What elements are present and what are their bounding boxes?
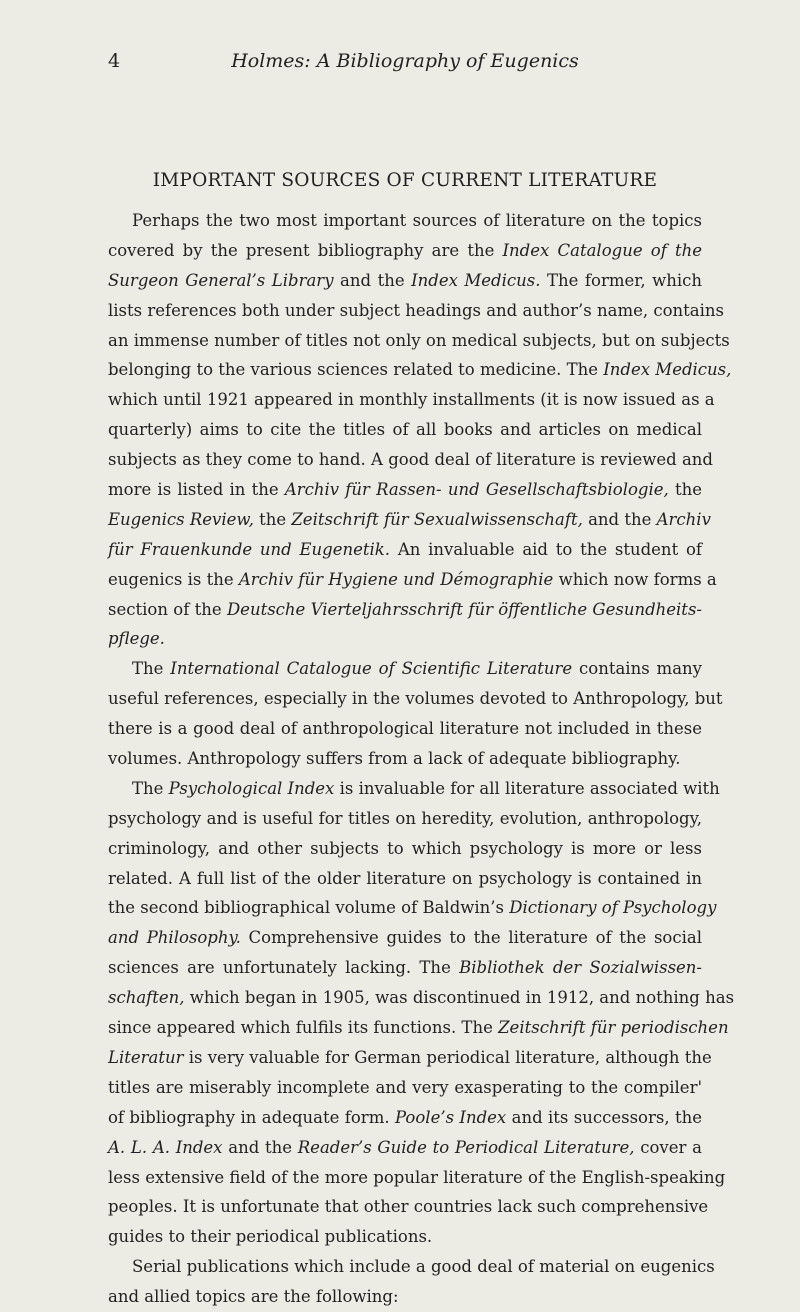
body-text-span: covered by the present bibliography are the (108, 240, 503, 260)
text-line (108, 983, 735, 1013)
body-text-span: sciences are unfortunately lacking. The (108, 958, 460, 978)
italic-title-text: Surgeon General’s Library (108, 270, 334, 290)
body-text-span: and the (333, 270, 412, 290)
italic-title-text: für Frauenkunde und Eugenetik. (108, 539, 391, 559)
body-text-span: useful references, especially in the volumes devoted to Anthropology, but (108, 689, 723, 709)
body-text (108, 206, 735, 1312)
body-text-span: eugenics is the (108, 569, 239, 589)
body-text-span: the second bibliographical volume of Baldwin’s (108, 898, 510, 918)
body-text-span: is very valuable for German periodical literature, although the (183, 1047, 712, 1067)
text-line (108, 624, 702, 654)
running-title: Holmes: A Bibliography of Eugenics (231, 50, 579, 72)
text-line (108, 1013, 729, 1043)
italic-title-text: Zeitschrift für periodischen (498, 1018, 729, 1038)
text-line (108, 326, 730, 356)
italic-title-text: schaften, (108, 988, 185, 1008)
text-line (108, 1043, 712, 1073)
italic-title-text: Psychological Index (168, 778, 335, 798)
body-text-span: there is a good deal of anthropological literature not included in these (108, 719, 702, 739)
text-line (108, 385, 715, 415)
body-text-span: section of the (108, 599, 227, 619)
italic-title-text: A. L. A. Index (108, 1137, 223, 1157)
running-head (108, 50, 702, 80)
body-text-span: belonging to the various sciences related to medicine. The (108, 360, 604, 380)
text-line (108, 475, 702, 505)
text-line (108, 893, 717, 923)
italic-title-text: Archiv für Rassen- und Gesellschaftsbiologie, (284, 480, 669, 500)
italic-title-text: Dictionary of Psychology (509, 898, 717, 918)
body-text-span: an immense number of titles not only on medical subjects, but on subjects (108, 330, 730, 350)
text-line (108, 804, 702, 834)
body-text-span: and allied topics are the following: (108, 1287, 399, 1307)
body-text-span: and its successors, the (506, 1107, 703, 1127)
body-text-span: An invaluable aid to the student of (390, 539, 703, 559)
text-line (108, 834, 702, 864)
text-line (108, 923, 702, 953)
text-line (108, 565, 717, 595)
body-text-span: Perhaps the two most important sources of literature on the topics (132, 211, 702, 230)
italic-title-text: Literatur (108, 1047, 184, 1067)
text-line (108, 236, 702, 266)
text-line (108, 774, 720, 804)
body-text-span: Serial publications which include a good deal of material on eugenics (132, 1257, 715, 1277)
text-line (108, 355, 732, 385)
text-line (108, 1103, 702, 1133)
italic-title-text: Index Medicus, (603, 360, 732, 380)
body-text-span: criminology, and other subjects to which psychology is more or less (108, 838, 702, 858)
italic-title-text: Eugenics Review, (108, 509, 254, 529)
body-text-span: The (132, 659, 171, 679)
text-line (108, 714, 702, 744)
italic-title-text: Archiv (656, 509, 711, 529)
page-number: 4 (108, 50, 121, 72)
body-text-span: lists references both under subject headings and author’s name, contains (108, 300, 724, 320)
body-text-span: is invaluable for all literature associated with (334, 778, 720, 798)
italic-title-text: Index Medicus. (411, 270, 541, 290)
italic-title-text: Poole’s Index (394, 1107, 507, 1127)
text-line (108, 505, 711, 535)
italic-title-text: Deutsche Vierteljahrsschrift für öffentliche Gesundheits- (226, 599, 702, 619)
body-text-span: guides to their periodical publications. (108, 1227, 433, 1247)
text-line (108, 445, 713, 475)
text-line (108, 953, 702, 983)
italic-title-text: Reader’s Guide to Periodical Literature, (297, 1137, 635, 1157)
body-text-span: less extensive field of the more popular literature of the English-speaking (108, 1167, 726, 1187)
body-text-span: The former, which (540, 270, 702, 290)
text-line (108, 1192, 709, 1222)
text-line (108, 1222, 702, 1252)
italic-title-text: Archiv für Hygiene und Démographie (238, 569, 554, 589)
text-line (108, 1073, 702, 1103)
text-line (108, 744, 702, 774)
text-line (108, 1133, 702, 1163)
body-text-span: the (668, 480, 702, 500)
italic-title-text: and Philosophy. (108, 928, 241, 948)
body-text-span: related. A full list of the older literature on psychology is contained in (108, 868, 702, 888)
body-text-span: and the (222, 1137, 298, 1157)
body-text-span: Comprehensive guides to the literature of the social (240, 928, 702, 948)
text-line (108, 296, 724, 326)
body-text-span: the (253, 509, 292, 529)
body-text-span: peoples. It is unfortunate that other countries lack such comprehensive (108, 1197, 709, 1217)
body-text-span: volumes. Anthropology suffers from a lack of adequate bibliography. (108, 749, 681, 769)
text-line (108, 864, 702, 894)
text-line (108, 684, 723, 714)
body-text-span: titles are miserably incomplete and very exasperating to the compiler' (108, 1077, 702, 1097)
body-text-span: which began in 1905, was discontinued in 1912, and nothing has (184, 988, 735, 1008)
italic-title-text: Bibliothek der Sozialwissen- (459, 958, 703, 978)
italic-title-text: Zeitschrift für Sexualwissenschaft, (291, 509, 583, 529)
body-text-span: of bibliography in adequate form. (108, 1107, 395, 1127)
body-text-span: contains many (572, 659, 702, 679)
text-line (108, 1252, 715, 1282)
italic-title-text: pflege. (108, 629, 165, 649)
text-line (108, 595, 702, 625)
section-heading: IMPORTANT SOURCES OF CURRENT LITERATURE (152, 170, 658, 191)
text-line (108, 266, 702, 296)
body-text-span: which now forms a (553, 569, 717, 589)
italic-title-text: International Catalogue of Scientific Literature (170, 659, 573, 679)
body-text-span: The (132, 778, 169, 798)
body-text-span: subjects as they come to hand. A good deal of literature is reviewed and (108, 450, 713, 470)
text-line (108, 206, 702, 236)
text-line (108, 535, 702, 565)
text-line (108, 415, 702, 445)
body-text-span: which until 1921 appeared in monthly installments (it is now issued as a (108, 390, 715, 410)
text-line (108, 1163, 726, 1193)
body-text-span: more is listed in the (108, 480, 285, 500)
body-text-span: since appeared which fulfils its functions. The (108, 1018, 499, 1038)
body-text-span: and the (582, 509, 657, 529)
body-text-span: cover a (634, 1137, 702, 1157)
italic-title-text: Index Catalogue of the (502, 240, 702, 260)
text-line (108, 1282, 702, 1312)
body-text-span: quarterly) aims to cite the titles of all books and articles on medical (108, 420, 702, 440)
text-line (108, 654, 702, 684)
body-text-span: psychology and is useful for titles on heredity, evolution, anthropology, (108, 808, 702, 828)
